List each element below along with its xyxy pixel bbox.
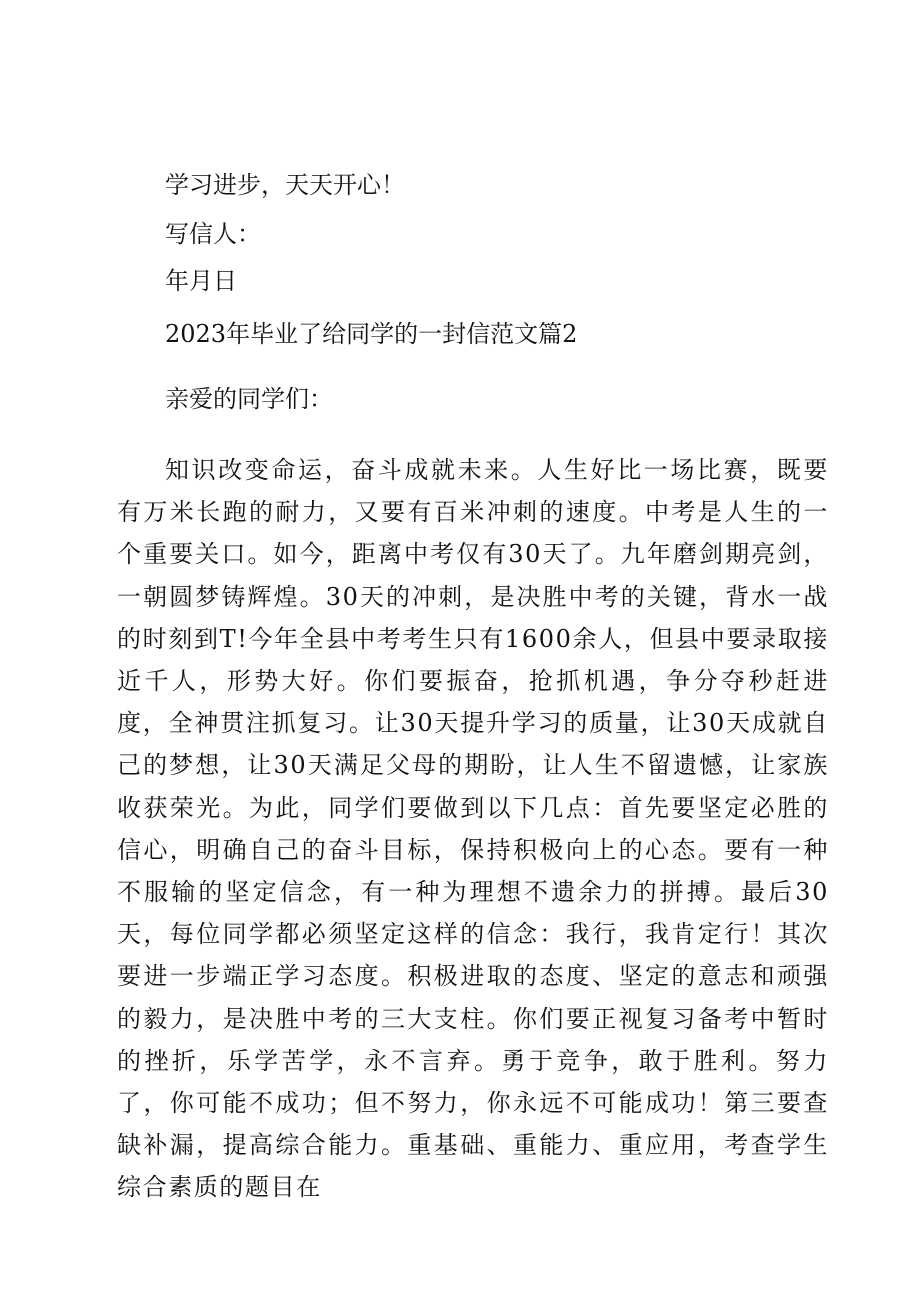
signature-label: 写信人： <box>165 220 261 248</box>
salutation: 亲爱的同学们： <box>165 385 333 413</box>
date-label: 年月日 <box>165 267 237 295</box>
body-paragraph: 知识改变命运，奋斗成就未来。人生好比一场比赛，既要有万米长跑的耐力，又要有百米冲刺的速度。中考是人生的一个重要关口。如今，距离中考仅有30天了。九年磨剑期亮剑，一朝圆梦铸辉煌。30天的冲刺，是决胜中考的关键，背水一战的时刻到T!今年全县中考考生只有1600余人，但县中要录取接近千人，形势大好。你们要振奋，抢抓机遇，争分夺秒赶进度，全神贯注抓复习。让30天提升学习的质量，让30天成就自己的梦想，让30天满足父母的期盼，让人生不留遗憾，让家族收获荣光。为此，同学们要做到以下几点：首先要坚定必胜的信心，明确自己的奋斗目标，保持积极向上的心态。要有一种不服输的坚定信念，有一种为理想不遗余力的拼搏。最后30天，每位同学都必须坚定这样的信念：我行，我肯定行！其次要进一步端正学习态度。积极进取的态度、坚定的意志和顽强的毅力，是决胜中考的三大支柱。你们要正视复习备考中暂时的挫折，乐学苦学，永不言弃。勇于竞争，敢于胜利。努力了，你可能不成功；但不努力，你永远不可能成功！第三要查缺补漏，提高综合能力。重基础、重能力、重应用，考查学生综合素质的题目在 <box>117 456 829 1202</box>
closing-wish: 学习进步，天天开心！ <box>165 171 405 199</box>
section-title: 2023年毕业了给同学的一封信范文篇2 <box>165 320 578 348</box>
